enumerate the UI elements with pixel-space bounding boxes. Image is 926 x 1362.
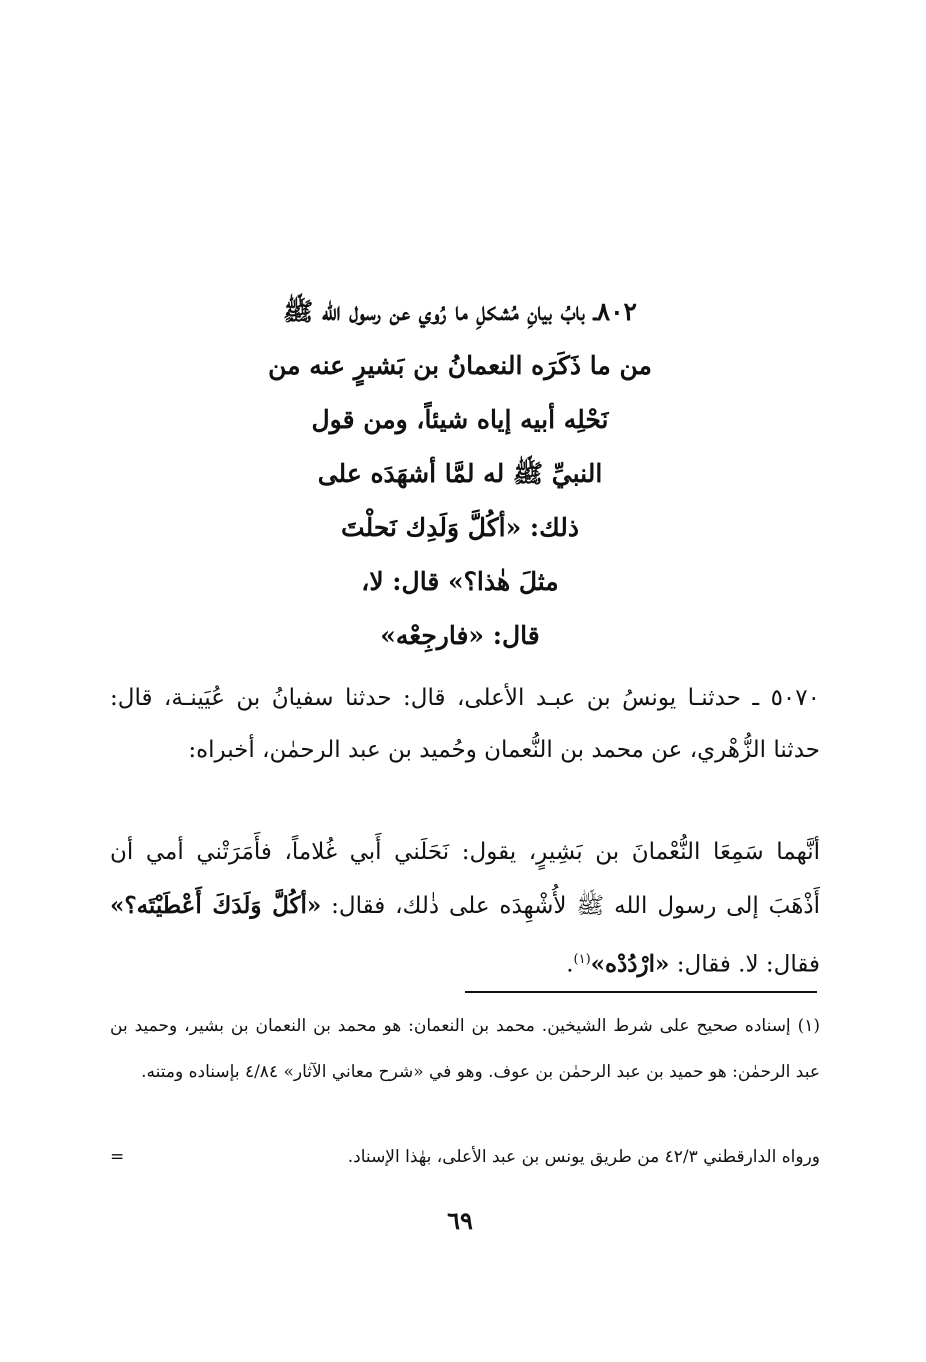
hadith-matn-part: فقال: لا. فقال: — [669, 951, 820, 978]
hadith-matn-part: أنَّهما سَمِعَا النُّعْمانَ بن بَشِيرٍ، يقول: نَحَلَني أَبي غُلاماً، فأَمَرَتْني أمي أن أَذْهَبَ إلى رسول الله ﷺ لأُشْهِدَه على ذٰلك، فقال: — [110, 839, 820, 919]
footnote-1: (١) إسناده صحيح على شرط الشيخين. محمد بن النعمان: هو محمد بن النعمان بن بشير، وحميد بن عبد الرحمٰن: هو حميد بن عبد الرحمٰن بن عوف. وهو في «شرح معاني الآثار» ٤/٨٤ بإسناده ومتنه. — [110, 1016, 820, 1082]
continuation-mark: = — [110, 1147, 125, 1167]
chapter-heading — [150, 285, 770, 663]
chapter-heading-line: قال: «فارجِعْه» — [380, 621, 540, 650]
hadith-matn — [110, 826, 820, 992]
prophet-quote: «أكُلَّ وَلَدَكَ أَعْطَيْتَه؟» — [110, 892, 322, 919]
footnote-continuation — [110, 1142, 820, 1172]
hadith-isnad: ٥٠٧٠ ـ حدثنـا يونسُ بن عبـد الأعلى، قال: حدثنا سفيانُ بن عُيَينـة، قال: حدثنا الزُّهْري، عن محمد بن النُّعمان وحُميد بن عبد الرحمٰن، أخبراه: — [110, 685, 820, 763]
chapter-heading-line: النبيِّ ﷺ له لمَّا أشهَدَه على — [317, 459, 603, 488]
chapter-heading-line: نَحْلِه أبيه إياه شيئاً، ومن قول — [311, 405, 609, 434]
footnote-reference[interactable]: (١) — [573, 952, 591, 967]
footnote-divider — [465, 991, 817, 993]
prophet-quote: «ارْدُدْه» — [590, 950, 670, 978]
page-number: ٦٩ — [447, 1206, 473, 1235]
footnote-continuation-text: ورواه الدارقطني ٤٢/٣ من طريق يونس بن عبد الأعلى، بهٰذا الإسناد. — [347, 1147, 820, 1167]
chapter-heading-line: من ما ذَكَرَه النعمانُ بن بَشيرٍ عنه من — [268, 351, 652, 380]
chapter-heading-line: مثلَ هٰذا؟» قال: لا، — [361, 567, 559, 596]
footnotes — [110, 1003, 820, 1095]
chapter-heading-line: ٨٠٢ـ بابُ بيانِ مُشكلِ ما رُوي عن رسول الله ﷺ — [283, 297, 637, 326]
chapter-heading-line: ذلك: «أكُلَّ وَلَدِك نَحلْتَ — [341, 513, 579, 542]
hadith-matn-end: . — [566, 951, 574, 978]
